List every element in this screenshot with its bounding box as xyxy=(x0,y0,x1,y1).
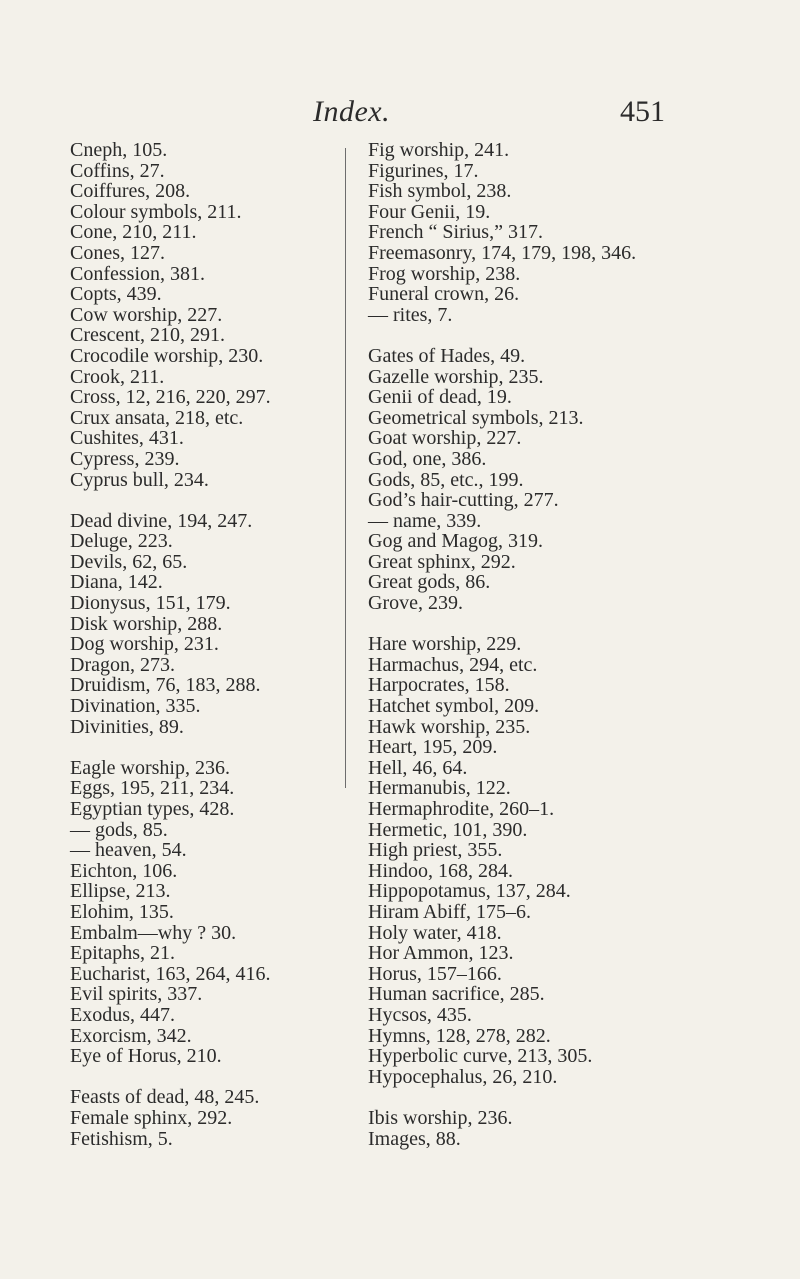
index-entry: Hor Ammon, 123. xyxy=(368,942,514,965)
index-entry: Egyptian types, 428. xyxy=(70,798,235,820)
index-column-right xyxy=(368,140,788,1149)
index-entry: Devils, 62, 65. xyxy=(70,550,188,573)
index-entry: Female sphinx, 292. xyxy=(70,1106,233,1129)
index-entry: Divinities, 89. xyxy=(70,715,184,738)
index-entry: — gods, 85. xyxy=(70,818,168,841)
group-spacer xyxy=(70,737,340,758)
index-entry: God, one, 386. xyxy=(368,447,487,470)
index-entry: High priest, 355. xyxy=(368,839,503,862)
index-column-left xyxy=(70,140,340,1149)
index-entry: Coffins, 27. xyxy=(70,159,165,182)
index-entry: Great gods, 86. xyxy=(368,571,491,594)
index-entry: Grove, 239. xyxy=(368,592,463,615)
index-entry: Images, 88. xyxy=(368,1127,461,1150)
index-entry: Hypocephalus, 26, 210. xyxy=(368,1065,558,1088)
index-entry: Eucharist, 163, 264, 416. xyxy=(70,962,271,985)
page-title: Index. xyxy=(313,95,391,128)
index-entry: Hermanubis, 122. xyxy=(368,777,511,800)
group-spacer xyxy=(368,325,788,346)
index-entry: Hyperbolic curve, 213, 305. xyxy=(368,1045,593,1068)
index-entry: Crook, 211. xyxy=(70,365,165,388)
index-entry: Embalm—why ? 30. xyxy=(70,921,237,944)
index-entry: Dionysus, 151, 179. xyxy=(70,592,231,615)
index-entry: Divination, 335. xyxy=(70,695,201,718)
index-entry: Human sacrifice, 285. xyxy=(368,983,545,1006)
index-entry: Hymns, 128, 278, 282. xyxy=(368,1024,551,1047)
index-entry: — rites, 7. xyxy=(368,303,453,326)
index-entry: Geometrical symbols, 213. xyxy=(368,406,584,429)
index-entry: Crocodile worship, 230. xyxy=(70,344,264,367)
column-divider xyxy=(345,148,346,788)
index-entry: Fetishism, 5. xyxy=(70,1127,173,1150)
index-entry: Exorcism, 342. xyxy=(70,1024,192,1047)
index-entry: Heart, 195, 209. xyxy=(368,736,498,759)
page-header xyxy=(0,95,800,135)
index-entry: Evil spirits, 337. xyxy=(70,983,203,1006)
index-entry: Gazelle worship, 235. xyxy=(368,365,544,388)
index-entry: Hatchet symbol, 209. xyxy=(368,695,540,718)
index-entry: Gates of Hades, 49. xyxy=(368,344,526,367)
index-entry: Cone, 210, 211. xyxy=(70,221,197,244)
index-entry: Horus, 157–166. xyxy=(368,962,502,985)
index-entry: Hiram Abiff, 175–6. xyxy=(368,900,531,923)
index-entry: Hycsos, 435. xyxy=(368,1003,472,1026)
index-entry: Eggs, 195, 211, 234. xyxy=(70,777,235,800)
index-entry: Crescent, 210, 291. xyxy=(70,324,225,347)
index-entry: Cypress, 239. xyxy=(70,447,180,470)
index-entry: Frog worship, 238. xyxy=(368,262,521,285)
index-entry: Eye of Horus, 210. xyxy=(70,1045,222,1068)
group-spacer xyxy=(70,1067,340,1088)
index-entry: Disk worship, 288. xyxy=(70,612,223,635)
index-entry: Elohim, 135. xyxy=(70,900,174,923)
index-entry: Hindoo, 168, 284. xyxy=(368,859,513,882)
index-entry: Diana, 142. xyxy=(70,571,163,594)
page-number: 451 xyxy=(620,95,665,128)
index-entry: Cneph, 105. xyxy=(70,139,168,161)
index-entry: Cross, 12, 216, 220, 297. xyxy=(70,386,271,409)
index-entry: Genii of dead, 19. xyxy=(368,386,512,409)
index-entry: Hippopotamus, 137, 284. xyxy=(368,880,571,903)
index-entry: Ellipse, 213. xyxy=(70,880,171,903)
index-entry: Exodus, 447. xyxy=(70,1003,175,1026)
index-entry: Cyprus bull, 234. xyxy=(70,468,209,491)
index-entry: Epitaphs, 21. xyxy=(70,942,175,965)
index-entry: Cones, 127. xyxy=(70,241,165,264)
index-entry: Eagle worship, 236. xyxy=(70,756,230,779)
index-entry: Crux ansata, 218, etc. xyxy=(70,406,244,429)
index-entry: Gods, 85, etc., 199. xyxy=(368,468,524,491)
group-spacer xyxy=(368,1087,788,1108)
index-entry: Dead divine, 194, 247. xyxy=(70,509,253,532)
index-entry: God’s hair-cutting, 277. xyxy=(368,489,559,512)
index-entry: Freemasonry, 174, 179, 198, 346. xyxy=(368,241,637,264)
group-spacer xyxy=(368,614,788,635)
index-entry: Harmachus, 294, etc. xyxy=(368,653,538,676)
index-entry: Hare worship, 229. xyxy=(368,633,522,656)
group-spacer xyxy=(70,490,340,511)
index-entry: Feasts of dead, 48, 245. xyxy=(70,1086,260,1109)
index-entry: Holy water, 418. xyxy=(368,921,502,944)
index-entry: Hawk worship, 235. xyxy=(368,715,531,738)
index-entry: Hermetic, 101, 390. xyxy=(368,818,528,841)
index-entry: Cushites, 431. xyxy=(70,427,184,450)
index-entry: Dragon, 273. xyxy=(70,653,175,676)
index-entry: Fish symbol, 238. xyxy=(368,180,512,203)
index-entry: Gog and Magog, 319. xyxy=(368,530,543,553)
index-entry: Deluge, 223. xyxy=(70,530,173,553)
index-entry: — heaven, 54. xyxy=(70,839,187,862)
index-entry: Four Genii, 19. xyxy=(368,200,491,223)
index-entry: Ibis worship, 236. xyxy=(368,1106,513,1129)
index-entry: Funeral crown, 26. xyxy=(368,283,520,306)
index-entry: French “ Sirius,” 317. xyxy=(368,221,543,244)
index-entry: Colour symbols, 211. xyxy=(70,200,242,223)
index-entry: Great sphinx, 292. xyxy=(368,550,516,573)
index-entry: Coiffures, 208. xyxy=(70,180,191,203)
index-entry: Figurines, 17. xyxy=(368,159,479,182)
index-entry: Hermaphrodite, 260–1. xyxy=(368,798,555,820)
index-entry: Harpocrates, 158. xyxy=(368,674,510,697)
index-entry: Druidism, 76, 183, 288. xyxy=(70,674,261,697)
index-entry: Eichton, 106. xyxy=(70,859,178,882)
index-entry: Hell, 46, 64. xyxy=(368,756,468,779)
index-entry: Dog worship, 231. xyxy=(70,633,219,656)
index-entry: — name, 339. xyxy=(368,509,482,532)
index-entry: Fig worship, 241. xyxy=(368,139,510,161)
index-entry: Cow worship, 227. xyxy=(70,303,223,326)
index-entry: Confession, 381. xyxy=(70,262,205,285)
index-entry: Goat worship, 227. xyxy=(368,427,522,450)
index-entry: Copts, 439. xyxy=(70,283,162,306)
